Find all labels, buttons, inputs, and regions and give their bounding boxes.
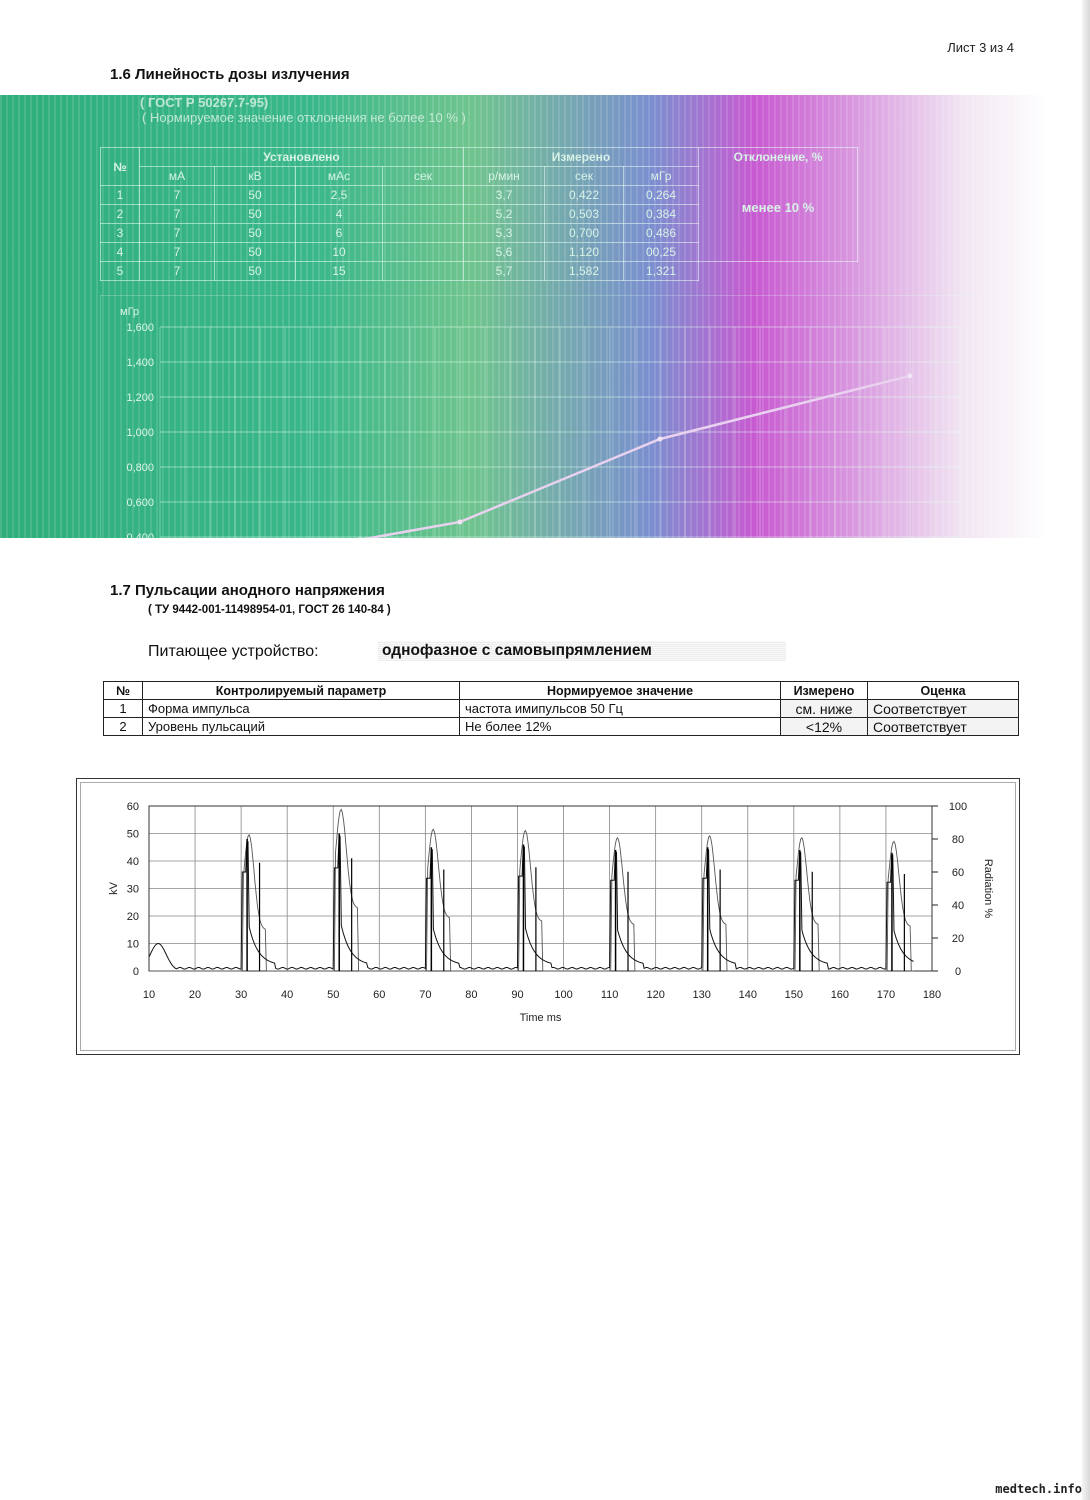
dose-deviation-header: Отклонение, % <box>733 150 823 164</box>
y2-tick-label: 60 <box>951 867 965 879</box>
dose-col-ma: мА <box>140 167 215 186</box>
table-cell: 5 <box>101 262 140 281</box>
x-tick-label: 10 <box>142 989 156 1001</box>
table-cell: Не более 12% <box>460 718 781 736</box>
x-tick-label: 40 <box>281 989 294 1001</box>
table-row <box>104 700 1019 718</box>
table-cell: 7 <box>140 186 215 205</box>
y2-axis-label: Radiation % <box>982 858 994 919</box>
dose-group-set: Установлено <box>140 148 464 167</box>
dose-col-kv: кВ <box>215 167 296 186</box>
y-tick-label: 40 <box>126 856 139 868</box>
table-cell: Соответствует <box>868 700 1019 718</box>
table-cell: 3 <box>101 224 140 243</box>
watermark: medtech.info <box>995 1482 1082 1496</box>
table-cell: 7 <box>140 224 215 243</box>
section-17-standard: ( ТУ 9442-001-11498954-01, ГОСТ 26 140-84 ) <box>148 604 391 616</box>
x-tick-label: 130 <box>692 989 711 1001</box>
table-cell: 7 <box>140 243 215 262</box>
table-cell: 1,582 <box>545 262 624 281</box>
data-point <box>658 437 663 442</box>
x-tick-label: 170 <box>876 989 896 1001</box>
series-line <box>285 376 910 538</box>
y-axis-label: kV <box>108 882 120 895</box>
table-cell: 4 <box>101 243 140 262</box>
dose-col-mas: мАс <box>296 167 383 186</box>
table-cell: 5,6 <box>464 243 545 262</box>
sheet-number: Лист 3 из 4 <box>947 40 1014 55</box>
table-cell: 5,7 <box>464 262 545 281</box>
section-16-title: 1.6 Линейность дозы излучения <box>110 66 350 83</box>
table-cell: 1 <box>101 186 140 205</box>
col-measured: Измерено <box>781 682 868 700</box>
x-tick-label: 120 <box>646 989 665 1001</box>
dose-table <box>100 147 858 281</box>
section-16-note: ( Нормируемое значение отклонения не более 10 % ) <box>142 110 466 125</box>
table-cell: частота имипульсов 50 Гц <box>460 700 781 718</box>
table-cell: 0,384 <box>624 205 699 224</box>
x-tick-label: 30 <box>234 989 248 1001</box>
table-cell: 1 <box>104 700 143 718</box>
table-cell: 2 <box>101 205 140 224</box>
table-cell: 0,422 <box>545 186 624 205</box>
table-cell: 7 <box>140 205 215 224</box>
y-axis-label: мГр <box>120 306 140 318</box>
table-cell: 4 <box>296 205 383 224</box>
table-cell <box>383 243 464 262</box>
x-tick-label: 90 <box>511 989 524 1001</box>
col-no: № <box>104 682 143 700</box>
col-norm: Нормируемое значение <box>460 682 781 700</box>
table-cell: 50 <box>215 224 296 243</box>
table-cell: Форма импульса <box>143 700 460 718</box>
table-row <box>104 718 1019 736</box>
table-cell <box>383 262 464 281</box>
y2-tick-label: 40 <box>951 900 965 912</box>
y-tick-label: 20 <box>126 911 139 923</box>
table-cell: 0,503 <box>545 205 624 224</box>
x-tick-label: 20 <box>188 989 202 1001</box>
table-cell: 3,7 <box>464 186 545 205</box>
table-cell: 5,3 <box>464 224 545 243</box>
table-cell: 2 <box>104 718 143 736</box>
x-tick-label: 160 <box>830 989 850 1001</box>
y-tick-label: 1,400 <box>126 357 154 369</box>
table-cell: <12% <box>781 718 868 736</box>
dose-col-rmin: р/мин <box>464 167 545 186</box>
y2-tick-label: 80 <box>951 834 965 846</box>
x-tick-label: 80 <box>465 989 478 1001</box>
dose-col-sec2: сек <box>545 167 624 186</box>
page-edge <box>1082 0 1090 1500</box>
table-header-row <box>104 682 1019 700</box>
table-cell: 7 <box>140 262 215 281</box>
y-tick-label: 1,200 <box>126 392 154 404</box>
y-tick-label: 0,400 <box>126 532 154 544</box>
table-cell: 10 <box>296 243 383 262</box>
table-cell: см. ниже <box>781 700 868 718</box>
col-parameter: Контролируемый параметр <box>143 682 460 700</box>
y-tick-label: 0,800 <box>126 462 154 474</box>
dose-chart-svg: 0,0000,2000,4000,6000,8001,0001,2001,4001,6000 2 4 6 8 10 12 14мГр <box>100 295 980 538</box>
table-cell: 00,25 <box>624 243 699 262</box>
table-cell: 15 <box>296 262 383 281</box>
x-tick-label: 60 <box>373 989 386 1001</box>
kv-series-line <box>149 836 914 969</box>
table-cell <box>383 205 464 224</box>
table-cell: 0,264 <box>624 186 699 205</box>
y2-tick-label: 0 <box>954 966 962 978</box>
table-cell: 6 <box>296 224 383 243</box>
x-axis-label: Time ms <box>519 1012 562 1024</box>
y-tick-label: 0 <box>132 966 139 978</box>
dose-group-deviation <box>699 148 858 262</box>
y-tick-label: 50 <box>126 828 139 841</box>
y2-tick-label: 100 <box>948 801 968 813</box>
table-cell: 1,321 <box>624 262 699 281</box>
y-tick-label: 60 <box>126 801 139 813</box>
x-tick-label: 180 <box>922 989 942 1001</box>
table-cell: Уровень пульсаций <box>143 718 460 736</box>
x-tick-label: 100 <box>554 989 573 1001</box>
table-cell: 5,2 <box>464 205 545 224</box>
x-tick-label: 110 <box>600 989 619 1001</box>
section-17-title: 1.7 Пульсации анодного напряжения <box>110 582 385 599</box>
table-cell: 0,486 <box>624 224 699 243</box>
x-tick-label: 50 <box>327 989 340 1001</box>
table-cell: 2,5 <box>296 186 383 205</box>
dose-col-no: № <box>101 148 140 186</box>
y-tick-label: 0,600 <box>126 497 154 509</box>
y-tick-label: 30 <box>126 883 139 896</box>
ripple-table <box>103 681 1019 736</box>
ripple-chart-svg <box>77 779 1019 1054</box>
x-tick-label: 150 <box>784 989 804 1001</box>
table-cell: 50 <box>215 243 296 262</box>
supply-label: Питающее устройство: <box>148 643 319 660</box>
y-tick-label: 10 <box>126 938 139 951</box>
dose-group-measured: Измерено <box>464 148 699 167</box>
table-cell: 1,120 <box>545 243 624 262</box>
table-row <box>101 262 858 281</box>
x-tick-label: 140 <box>738 989 757 1001</box>
y2-tick-label: 20 <box>951 933 965 945</box>
data-point <box>458 519 463 524</box>
dose-deviation-value: менее 10 % <box>741 200 815 215</box>
table-cell: 50 <box>215 262 296 281</box>
table-cell: 50 <box>215 205 296 224</box>
section-16-standard: ( ГОСТ Р 50267.7-95) <box>140 95 269 110</box>
y-tick-label: 1,600 <box>126 322 154 334</box>
table-cell <box>383 186 464 205</box>
table-cell: Соответствует <box>868 718 1019 736</box>
y-tick-label: 1,000 <box>126 427 154 439</box>
table-cell <box>383 224 464 243</box>
dose-col-mgr: мГр <box>624 167 699 186</box>
data-point <box>908 373 913 378</box>
supply-value: однофазное с самовыпрямлением <box>378 641 786 661</box>
ripple-chart <box>76 778 1020 1055</box>
dose-col-sec: сек <box>383 167 464 186</box>
table-cell: 0,700 <box>545 224 624 243</box>
col-assessment: Оценка <box>868 682 1019 700</box>
table-cell: 50 <box>215 186 296 205</box>
x-tick-label: 70 <box>419 989 432 1001</box>
